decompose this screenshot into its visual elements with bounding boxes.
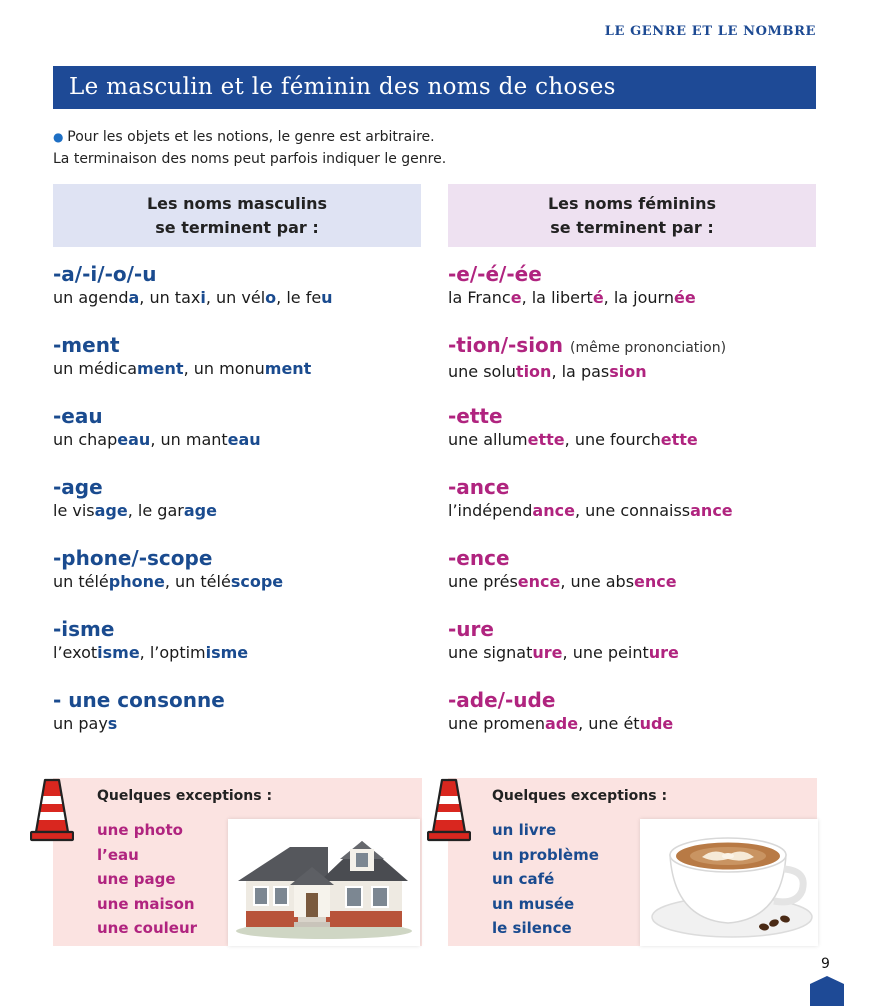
highlighted-ending: age	[183, 501, 217, 520]
ending-example	[448, 713, 818, 735]
ending-entry	[53, 474, 423, 545]
highlighted-ending: isme	[205, 643, 249, 662]
ending-entry	[53, 403, 423, 474]
highlighted-ending: ment	[264, 359, 312, 378]
example-text: , un télé	[164, 572, 231, 591]
ending-suffix	[448, 616, 818, 642]
house-illustration-icon	[228, 819, 420, 946]
feminine-heading-line-2: se terminent par :	[550, 217, 714, 237]
ending-suffix-text: -a/-i/-o/-u	[53, 262, 157, 286]
highlighted-ending: e	[510, 288, 522, 307]
traffic-cone-icon	[30, 778, 74, 842]
ending-suffix-text: -isme	[53, 617, 115, 641]
example-text: , un tax	[139, 288, 201, 307]
ending-suffix	[53, 616, 423, 642]
intro-line-1: Pour les objets et les notions, le genre est arbitraire.	[67, 129, 435, 145]
highlighted-ending: ure	[532, 643, 563, 662]
highlighted-ending: eau	[117, 430, 151, 449]
example-text: l’indépend	[448, 501, 533, 520]
ending-suffix	[53, 687, 423, 713]
running-title: LE GENRE ET LE NOMBRE	[604, 24, 816, 39]
ending-entry	[448, 687, 818, 758]
ending-entry	[448, 332, 818, 403]
example-text: , la pas	[551, 362, 610, 381]
ending-suffix	[53, 332, 423, 358]
feminine-column-heading	[448, 184, 816, 247]
example-text: un télé	[53, 572, 109, 591]
ending-suffix-text: -e/-é/-ée	[448, 262, 542, 286]
example-text: , une peint	[562, 643, 649, 662]
ending-entry	[448, 403, 818, 474]
ending-entry	[53, 332, 423, 403]
highlighted-ending: scope	[230, 572, 284, 591]
ending-suffix	[448, 261, 818, 287]
ending-entry	[53, 261, 423, 332]
ending-example	[53, 571, 423, 593]
exception-item: une photo	[97, 821, 183, 839]
highlighted-ending: eau	[227, 430, 261, 449]
ending-suffix	[448, 687, 818, 713]
ending-suffix	[448, 332, 818, 361]
ending-example	[448, 429, 818, 451]
masculine-column-heading	[53, 184, 421, 247]
highlighted-ending: isme	[97, 643, 140, 662]
exception-item: l’eau	[97, 845, 139, 864]
ending-example	[448, 287, 818, 309]
example-text: , une abs	[560, 572, 635, 591]
example-text: une promen	[448, 714, 545, 733]
ending-suffix	[53, 474, 423, 500]
example-text: , un vél	[205, 288, 266, 307]
highlighted-ending: é	[592, 288, 604, 307]
ending-example	[448, 500, 818, 522]
ending-suffix-text: -ence	[448, 546, 510, 570]
ending-example	[448, 361, 818, 383]
ending-note: (même prononciation)	[570, 340, 727, 356]
ending-example	[53, 429, 423, 451]
ending-example	[53, 500, 423, 522]
example-text: , la journ	[603, 288, 674, 307]
exception-item: un café	[492, 870, 555, 888]
traffic-cone-icon	[427, 778, 471, 842]
coffee-image	[640, 819, 818, 946]
ending-suffix	[53, 403, 423, 429]
example-text: , le fe	[276, 288, 322, 307]
exceptions-title: Quelques exceptions :	[97, 788, 273, 804]
intro-text	[53, 126, 813, 170]
ending-suffix	[53, 545, 423, 571]
example-text: , la libert	[521, 288, 593, 307]
example-text: un pay	[53, 714, 108, 733]
exception-item: un livre	[492, 821, 557, 839]
ending-suffix	[53, 261, 423, 287]
exception-item: un musée	[492, 894, 575, 913]
exceptions-list	[492, 818, 599, 941]
ending-suffix-text: -ure	[448, 617, 494, 641]
example-text: une prés	[448, 572, 518, 591]
ending-example	[448, 642, 818, 664]
ending-suffix-text: -ment	[53, 333, 120, 357]
coffee-cup-illustration-icon	[640, 819, 818, 946]
masculine-heading-line-2: se terminent par :	[155, 217, 319, 237]
example-text: , un mant	[150, 430, 228, 449]
ending-example	[53, 713, 423, 735]
ending-example	[53, 642, 423, 664]
exception-item: un problème	[492, 845, 599, 864]
highlighted-ending: i	[200, 288, 206, 307]
example-text: un agend	[53, 288, 129, 307]
page-number: 9	[821, 956, 830, 972]
ending-suffix-text: -eau	[53, 404, 103, 428]
exception-item: le silence	[492, 919, 572, 937]
ending-suffix-text: - une consonne	[53, 688, 225, 712]
ending-suffix-text: -age	[53, 475, 103, 499]
example-text: un médica	[53, 359, 137, 378]
highlighted-ending: ence	[517, 572, 561, 591]
highlighted-ending: sion	[609, 362, 647, 381]
feminine-heading-line-1: Les noms féminins	[547, 193, 717, 213]
highlighted-ending: ure	[648, 643, 679, 662]
ending-entry	[448, 545, 818, 616]
example-text: le vis	[53, 501, 95, 520]
ending-suffix-text: -phone/-scope	[53, 546, 213, 570]
highlighted-ending: o	[265, 288, 277, 307]
example-text: un chap	[53, 430, 118, 449]
highlighted-ending: s	[107, 714, 118, 733]
highlighted-ending: ude	[639, 714, 674, 733]
highlighted-ending: ence	[634, 572, 677, 591]
ending-suffix-text: -ette	[448, 404, 503, 428]
highlighted-ending: ance	[532, 501, 575, 520]
ending-suffix	[448, 403, 818, 429]
feminine-endings-list	[448, 261, 818, 758]
ending-entry	[53, 545, 423, 616]
example-text: une signat	[448, 643, 533, 662]
highlighted-ending: tion	[515, 362, 552, 381]
highlighted-ending: ment	[137, 359, 184, 378]
highlighted-ending: a	[128, 288, 140, 307]
example-text: , une fourch	[564, 430, 661, 449]
example-text: l’exot	[53, 643, 98, 662]
ending-entry	[448, 616, 818, 687]
example-text: , une connaiss	[574, 501, 691, 520]
ending-entry	[448, 261, 818, 332]
example-text: , l’optim	[139, 643, 206, 662]
intro-line-2: La terminaison des noms peut parfois indiquer le genre.	[53, 151, 447, 167]
example-text: une allum	[448, 430, 528, 449]
house-image	[228, 819, 420, 946]
masculine-endings-list	[53, 261, 423, 758]
ending-suffix-text: -tion/-sion	[448, 333, 564, 357]
ending-suffix	[448, 545, 818, 571]
masculine-heading-line-1: Les noms masculins	[146, 193, 328, 213]
highlighted-ending: ette	[527, 430, 565, 449]
bullet-icon: ●	[53, 130, 68, 144]
ending-suffix-text: -ade/-ude	[448, 688, 556, 712]
highlighted-ending: age	[94, 501, 128, 520]
exception-item: une page	[97, 870, 176, 888]
section-title: Le masculin et le féminin des noms de choses	[53, 66, 816, 109]
exception-item: une couleur	[97, 919, 198, 937]
example-text: une solu	[448, 362, 516, 381]
highlighted-ending: phone	[108, 572, 165, 591]
highlighted-ending: ade	[544, 714, 579, 733]
example-text: la Franc	[448, 288, 511, 307]
ending-example	[53, 358, 423, 380]
ending-suffix-text: -ance	[448, 475, 510, 499]
exception-item: une maison	[97, 894, 195, 913]
ending-entry	[448, 474, 818, 545]
ending-example	[448, 571, 818, 593]
page-tab-icon	[810, 976, 844, 1006]
example-text: , une ét	[578, 714, 640, 733]
example-text: , le gar	[127, 501, 184, 520]
ending-entry	[53, 616, 423, 687]
highlighted-ending: ée	[674, 288, 696, 307]
highlighted-ending: ance	[690, 501, 733, 520]
ending-example	[53, 287, 423, 309]
ending-suffix	[448, 474, 818, 500]
exceptions-list	[97, 818, 197, 941]
highlighted-ending: u	[321, 288, 333, 307]
highlighted-ending: ette	[660, 430, 698, 449]
ending-entry	[53, 687, 423, 758]
exceptions-title: Quelques exceptions :	[492, 788, 668, 804]
example-text: , un monu	[183, 359, 265, 378]
